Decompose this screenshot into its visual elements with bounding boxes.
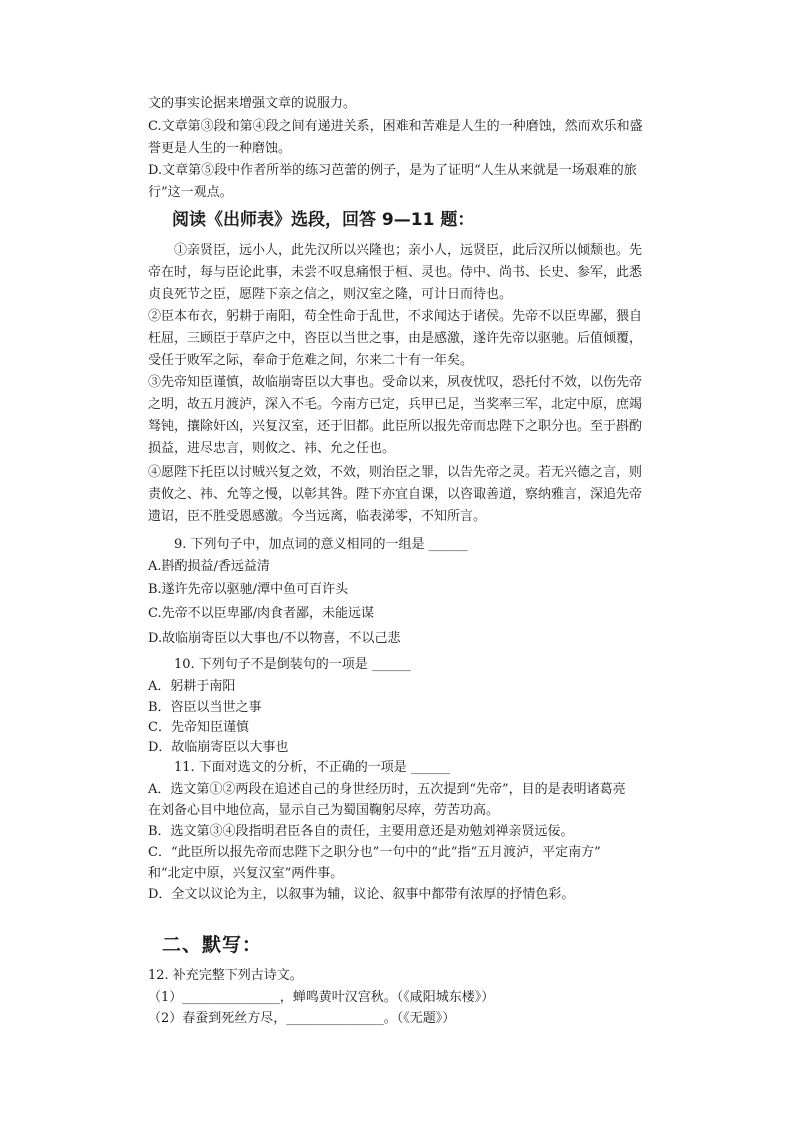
reading-heading: 阅读《出师表》选段，回答 9—11 题： <box>172 210 475 230</box>
question-9-option-d: D.故临崩寄臣以大事也/不以物喜，不以己悲 <box>148 631 401 646</box>
question-12-item-2: （2）春蚕到死丝方尽，_______________。（《无题》） <box>148 1011 456 1026</box>
text-line: 文的事实论据来增强文章的说服力。 <box>148 96 357 111</box>
question-9-option-c: C.先帝不以臣卑鄙/肉食者鄙，未能远谋 <box>148 606 374 621</box>
passage-p2-line: ②臣本布衣，躬耕于南阳，苟全性命于乱世，不求闻达于诸侯。先帝不以臣卑鄙，猥自 <box>148 309 643 324</box>
question-12-stem: 12. 补充完整下列古诗文。 <box>148 968 303 983</box>
question-11-option-c-continuation: 和“北定中原，兴复汉室”两件事。 <box>148 866 344 881</box>
passage-p2-line: 受任于败军之际，奉命于危难之间，尔来二十有一年矣。 <box>148 353 474 368</box>
question-10-option-d: D．故临崩寄臣以大事也 <box>148 740 289 755</box>
passage-p4-line: 责攸之、祎、允等之慢，以彰其咎。陛下亦宜自课，以咨诹善道，察纳雅言，深追先帝 <box>148 487 643 502</box>
option-c-continuation: 誉更是人生的一种磨蚀。 <box>148 141 292 156</box>
passage-p3-line: 损益，进尽忠言，则攸之、祎、允之任也。 <box>148 441 396 456</box>
question-10-option-b: B．咨臣以当世之事 <box>148 700 262 715</box>
question-10-stem: 10. 下列句子不是倒装句的一项是 ______ <box>174 657 411 672</box>
question-11-option-d: D．全文以议论为主，以叙事为辅，议论、叙事中都带有浓厚的抒情色彩。 <box>148 887 575 902</box>
passage-p1-line: 贞良死节之臣，愿陛下亲之信之，则汉室之隆，可计日而待也。 <box>148 287 513 302</box>
passage-p3-line: 驽钝，攘除奸凶，兴复汉室，还于旧都。此臣所以报先帝而忠陛下之职分也。至于斟酌 <box>148 419 643 434</box>
question-11-option-a: A．选文第①②两段在追述自己的身世经历时，五次提到“先帝”，目的是表明诸葛亮 <box>148 782 626 797</box>
passage-p3-line: ③先帝知臣谨慎，故临崩寄臣以大事也。受命以来，夙夜忧叹，恐托付不效，以伤先帝 <box>148 375 643 390</box>
question-10-option-a: A．躬耕于南阳 <box>148 679 236 694</box>
option-d-continuation: 行”这一观点。 <box>148 185 233 200</box>
question-9-option-a: A.斟酌损益/香远益清 <box>148 559 270 574</box>
question-10-option-c: C．先帝知臣谨慎 <box>148 720 249 735</box>
passage-p4-line: 遗诏，臣不胜受恩感激。今当远离，临表涕零，不知所言。 <box>148 509 487 524</box>
question-11-stem: 11. 下面对选文的分析，不正确的一项是 ______ <box>174 760 450 775</box>
option-d-line: D.文章第⑤段中作者所举的练习芭蕾的例子，是为了证明“人生从来就是一场艰难的旅 <box>148 163 637 178</box>
dictation-heading: 二、默写： <box>162 934 263 956</box>
question-12-item-1: （1）_______________，蝉鸣黄叶汉宫秋。（《咸阳城东楼》） <box>148 990 495 1005</box>
question-11-option-c: C．“此臣所以报先帝而忠陛下之职分也”一句中的“此”指“五月渡泸，平定南方” <box>148 845 601 860</box>
question-9-option-b: B.遂许先帝以驱驰/潭中鱼可百许头 <box>148 582 349 597</box>
passage-p1-line: ①亲贤臣，远小人，此先汉所以兴隆也；亲小人，远贤臣，此后汉所以倾颓也。先 <box>174 243 643 258</box>
question-11-option-a-continuation: 在刘备心目中地位高，显示自己为蜀国鞠躬尽瘁，劳苦功高。 <box>148 803 500 818</box>
question-9-stem: 9. 下列句子中，加点词的意义相同的一组是 ______ <box>174 537 468 552</box>
passage-p1-line: 帝在时，每与臣论此事，未尝不叹息痛恨于桓、灵也。侍中、尚书、长史、参军，此悉 <box>148 265 643 280</box>
passage-p3-line: 之明，故五月渡泸，深入不毛。今南方已定，兵甲已足，当奖率三军，北定中原，庶竭 <box>148 397 643 412</box>
question-11-option-b: B．选文第③④段指明君臣各自的责任，主要用意还是劝勉刘禅亲贤远佞。 <box>148 824 574 839</box>
option-c-line: C.文章第③段和第④段之间有递进关系，困难和苦难是人生的一种磨蚀，然而欢乐和盛 <box>148 119 643 134</box>
passage-p2-line: 枉屈，三顾臣于草庐之中，咨臣以当世之事，由是感激，遂许先帝以驱驰。后值倾覆， <box>148 331 643 346</box>
passage-p4-line: ④愿陛下托臣以讨贼兴复之效，不效，则治臣之罪，以告先帝之灵。若无兴德之言，则 <box>148 465 643 480</box>
